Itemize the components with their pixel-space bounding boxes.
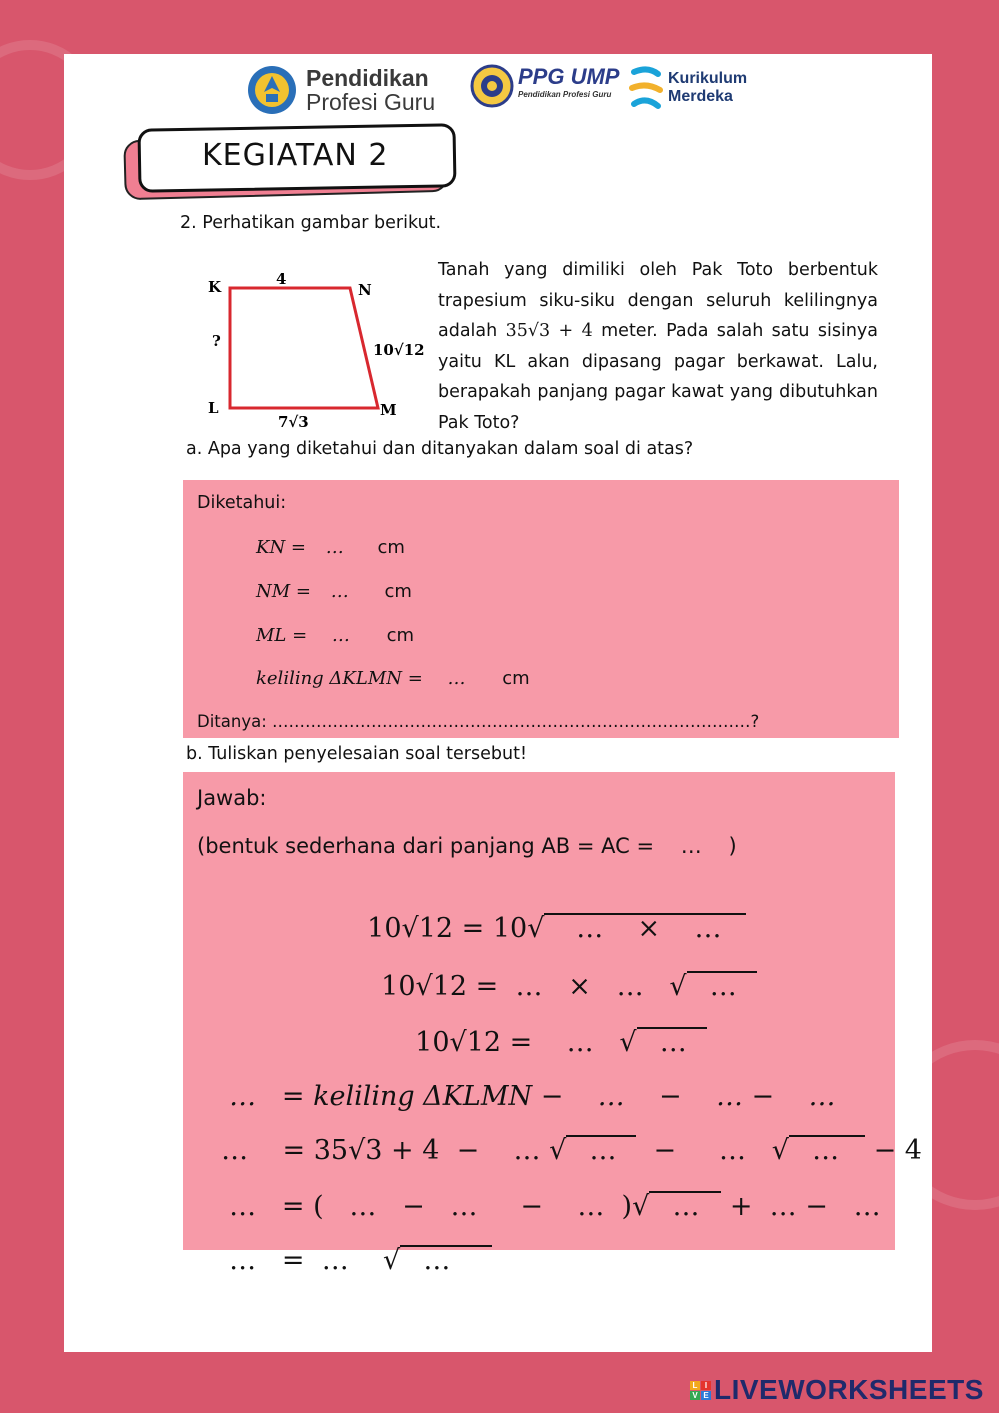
logo-block: V xyxy=(690,1391,700,1400)
ditanya-line[interactable]: Ditanya: ……………………………………………………………………………? xyxy=(197,712,760,731)
equation-line-7 xyxy=(212,1214,492,1276)
hint-line: (bentuk sederhana dari panjang AB = AC = … ) xyxy=(197,834,737,858)
known-label: NM = xyxy=(256,581,311,602)
logo-block: L xyxy=(690,1381,700,1390)
vertex-n-label: N xyxy=(358,281,372,299)
known-value-blank[interactable]: … xyxy=(331,625,350,646)
known-value-blank[interactable]: … xyxy=(325,537,344,558)
kegiatan-banner xyxy=(120,126,456,200)
liveworksheets-watermark xyxy=(690,1374,984,1406)
vertex-l-label: L xyxy=(208,399,219,417)
equation-text: 10√12 = 10√ xyxy=(367,913,545,944)
equation-text: 10√12 = … × … √ xyxy=(381,971,687,1002)
kurikulum-merdeka-icon xyxy=(628,64,664,112)
known-value-blank[interactable]: … xyxy=(447,668,466,689)
side-kl-label: ? xyxy=(212,332,221,350)
logo-block: E xyxy=(701,1391,711,1400)
logo3-line1: Kurikulum xyxy=(668,70,748,87)
side-lm-label: 7√3 xyxy=(278,413,309,431)
equation-text: − … √ xyxy=(636,1135,789,1166)
known-label: keliling ΔKLMN = xyxy=(256,668,423,689)
question-paragraph xyxy=(438,255,878,438)
diketahui-label: Diketahui: xyxy=(197,493,287,513)
kegiatan-title: KEGIATAN 2 xyxy=(202,138,389,173)
equation-line-3 xyxy=(398,996,707,1058)
paragraph-perimeter: 35√3 + 4 xyxy=(505,321,593,341)
vertex-k-label: K xyxy=(208,278,222,296)
paragraph-text-2: meter. Pada salah satu sisinya yaitu KL akan dipasang pagar berkawat. Lalu, berapakah panjang pagar kawat yang dibutuhkan Pak Toto? xyxy=(438,321,878,433)
vertex-m-label: M xyxy=(380,401,397,419)
equation-text: … = ( … − … − … )√ xyxy=(229,1191,650,1222)
equation-text: − 4 xyxy=(864,1135,922,1166)
liveworksheets-brand: LIVEWORKSHEETS xyxy=(714,1374,984,1405)
side-kn-label: 4 xyxy=(276,270,287,288)
equation-line-4 xyxy=(212,1050,836,1112)
equation-line-1 xyxy=(350,882,746,944)
ump-seal-icon xyxy=(470,64,514,108)
equation-text: … = … √ xyxy=(229,1245,401,1276)
logo1-line2: Profesi Guru xyxy=(306,89,436,115)
jawab-label: Jawab: xyxy=(197,786,267,810)
known-unit: cm xyxy=(386,625,415,646)
equation-text: 10√12 = … √ xyxy=(415,1027,637,1058)
radicand-blank[interactable]: … xyxy=(687,971,757,1001)
known-label: KN = xyxy=(256,537,307,558)
radicand-blank[interactable]: … xyxy=(637,1027,707,1057)
equation-text: … = 35√3 + 4 − … √ xyxy=(221,1135,567,1166)
side-nm-label: 10√12 xyxy=(373,341,425,359)
known-row-ml xyxy=(256,625,414,646)
logo1-line1: Pendidikan xyxy=(306,65,429,91)
known-unit: cm xyxy=(502,668,530,689)
equation-text: + … − … xyxy=(721,1191,881,1222)
part-a-prompt: a. Apa yang diketahui dan ditanyakan dalam soal di atas? xyxy=(186,439,694,459)
known-value-blank[interactable]: … xyxy=(330,581,349,602)
logo-pendidikan-profesi-guru xyxy=(246,64,435,116)
radicand-blank[interactable]: … xyxy=(566,1135,636,1165)
liveworksheets-logo-icon xyxy=(690,1381,711,1400)
logo2-title: PPG UMP xyxy=(518,64,620,89)
equation-line-5 xyxy=(204,1104,922,1166)
equation-text: … = keliling ΔKLMN − … − … − … xyxy=(229,1081,836,1112)
logo3-line2: Merdeka xyxy=(668,88,733,105)
paragraph-text-1: Tanah yang dimiliki oleh Pak Toto berbentuk trapesium siku-siku dengan seluruh kelilingnya adalah xyxy=(438,260,878,341)
known-row-nm xyxy=(256,581,412,602)
answer-box-a xyxy=(183,480,899,738)
known-row-kn xyxy=(256,537,405,558)
logo-kurikulum-merdeka xyxy=(628,64,747,112)
question-intro: 2. Perhatikan gambar berikut. xyxy=(180,213,442,233)
radicand-blank[interactable]: … xyxy=(400,1245,492,1275)
known-row-perimeter xyxy=(256,668,530,689)
equation-line-2 xyxy=(364,940,757,1002)
part-b-prompt: b. Tuliskan penyelesaian soal tersebut! xyxy=(186,744,527,764)
tut-wuri-handayani-icon xyxy=(246,64,298,116)
equation-line-6 xyxy=(212,1160,881,1222)
trapezoid-figure xyxy=(198,268,428,432)
header-logos xyxy=(246,64,766,116)
radicand-blank[interactable]: … × … xyxy=(544,913,746,943)
logo-ppg-ump xyxy=(470,64,619,108)
trapezoid-shape xyxy=(230,288,378,408)
known-unit: cm xyxy=(377,537,405,558)
radicand-blank[interactable]: … xyxy=(789,1135,865,1165)
logo2-subtitle: Pendidikan Profesi Guru xyxy=(518,90,612,99)
logo-block: I xyxy=(701,1381,711,1390)
radicand-blank[interactable]: … xyxy=(649,1191,721,1221)
known-label: ML = xyxy=(256,625,308,646)
known-unit: cm xyxy=(384,581,412,602)
